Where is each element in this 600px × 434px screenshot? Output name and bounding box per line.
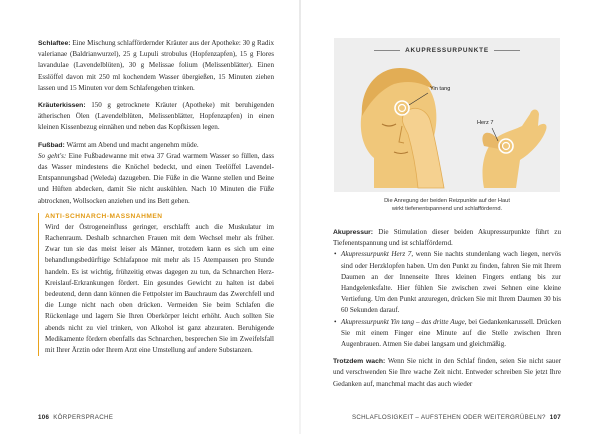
label-herz-7: Herz 7 xyxy=(477,120,494,126)
fussbad-text: Wärmt am Abend und macht angenehm müde. xyxy=(64,140,199,149)
footer-section-right: SCHLAFLOSIGKEIT – AUFSTEHEN ODER WEITERGRÜBELN? xyxy=(351,414,546,421)
footer-right xyxy=(352,414,561,421)
akupressur-label: Akupressur: xyxy=(333,229,374,236)
schlaftee-paragraph xyxy=(38,38,274,94)
bullet-herz-7 xyxy=(333,249,561,316)
trotzdem-text: Wenn Sie nicht in den Schlaf finden, seien Sie nicht sauer und verschwenden Sie Ihre wache Zeit nicht. Entweder schreiben Sie jetzt Ihre Gedanken auf, manchmal macht das auch wieder xyxy=(333,357,561,388)
akupressur-paragraph xyxy=(333,227,561,249)
bullet-yin-tang xyxy=(333,317,561,351)
bullet-herz-7-title: Akupressurpunkt Herz 7 xyxy=(341,250,412,259)
figure-caption xyxy=(333,197,561,213)
caption-line-2: wirkt tiefenentspannend und schlaffördernd. xyxy=(391,206,503,212)
box-title: ANTI-SCHNARCH-MASSNAHMEN xyxy=(45,212,163,220)
figure-title: AKUPRESSURPUNKTE xyxy=(334,47,560,54)
fussbad-paragraph xyxy=(38,140,274,151)
footer-left xyxy=(38,414,113,421)
fussbad-howto-label: So geht's: xyxy=(38,151,67,160)
kraeuterkissen-text: 150 g getrocknete Kräuter (Apotheke) mit beruhigenden ätherischen Ölen (Lavendelblüten, Melissenblätter, Hopfenzapfen) in einen kleinen Kissenbezug einnähen und neben das Kopfkissen legen. xyxy=(38,101,274,132)
page-gutter xyxy=(299,0,301,434)
page-number-left: 106 xyxy=(38,414,50,421)
right-page xyxy=(333,38,561,390)
label-yin-tang: Yin tang xyxy=(430,86,451,92)
fussbad-label: Fußbad: xyxy=(38,141,65,149)
kraeuterkissen-label: Kräuterkissen: xyxy=(38,102,86,110)
fussbad-howto-text: Eine Fußbadewanne mit etwa 37 Grad warmem Wasser so füllen, dass das Wasser mindestens die Knöchel bedeckt, und einen Teelöffel Lavendel-Entspannungsbad (Weleda) dazugeben. Die Füße in die Wanne stellen und Beine und Hüften abdecken, damit Sie nicht auskühlen. Nach 10 Minuten die Füße abtrocknen, Wollsocken anziehen und ins Bett gehen. xyxy=(38,151,274,205)
akupressur-text: Die Stimulation dieser beiden Akupressurpunkte führt zu Tiefenentspannung und ist schlaffördernd. xyxy=(333,228,561,248)
footer-section-left: KÖRPERSPRACHE xyxy=(53,414,114,421)
fussbad-howto-paragraph xyxy=(38,151,274,207)
kraeuterkissen-paragraph xyxy=(38,100,274,134)
schlaftee-text: Eine Mischung schlaffördernder Kräuter aus der Apotheke: 30 g Radix valerianae (Baldrianwurzel), 25 g Lupuli strobulus (Hopfenzapfen), 15 g Flores lavandulae (Lavendelblüten), 30 g Melissae folium (Melissenblätter). Einen Esslöffel davon mit 250 ml kochendem Wasser übergießen, 15 Minuten ziehen lassen und 15 Minuten vor dem Schlafengehen trinken. xyxy=(38,39,274,92)
trotzdem-paragraph xyxy=(333,356,561,390)
anti-schnarch-box xyxy=(38,213,274,356)
caption-line-1: Die Anregung der beiden Reizpunkte auf der Haut xyxy=(384,198,510,204)
bullet-herz-7-text: , wenn Sie nachts stundenlang wach liegen, nervös sind oder Herzklopfen haben. Um den Punkt zu finden, fahren Sie mit Ihrem Daumen an der Innenseite Ihres kleinen Fingers entlang bis zur Handgelenksfalte. Hier fühlen Sie zwischen zwei Sehnen eine kleine Vertiefung. Um den Punkt anzuregen, drücken Sie mit Ihrem Daumen 30 bis 60 Sekunden darauf. xyxy=(341,250,561,315)
page-number-right: 107 xyxy=(549,414,561,421)
left-page xyxy=(38,38,274,356)
bullet-yin-tang-text: , bei Gedankenkarussell. Drücken Sie mit einem Finger eine Minute auf die Stelle zwischen Ihren Augenbrauen. Atmen Sie dabei langsam und gleichmäßig. xyxy=(341,317,561,349)
box-text: Wird der Östrogeneinfluss geringer, erschlafft auch die Muskulatur im Rachenraum. Deshalb schnarchen Frauen mit dem Wechsel mehr als früher. Zwar tun sie das meist leiser als Männer, trotzdem kann es sich um eine behandlungsbedürftige Schlafapnoe mit mehr als 15 Atempausen pro Stunde handeln. Es ist wichtig, frühzeitig etwas dagegen zu tun, da Schnarchen Herz-Kreislauf-Erkrankungen fördert. Ein gesundes Gewicht zu halten ist dabei bedeutend, denn dann können die Fettpolster im Bauchraum das Zwerchfell und die Lunge nicht nach oben drücken. Vermeiden Sie beim Schlafen die Rückenlage und lagern Sie Ihren Oberkörper leicht erhöht. Auch sollten Sie abends nicht zu viel trinken, von Alkohol ist ganz abzuraten. Beruhigende Medikamente fördern ebenfalls das Schnarchen, besprechen Sie im Zweifelsfall mit Ihrer Ärztin oder Ihrem Arzt eine Umstellung auf andere Substanzen. xyxy=(45,222,274,355)
acupressure-illustration xyxy=(334,38,560,192)
trotzdem-label: Trotzdem wach: xyxy=(333,358,386,366)
bullet-yin-tang-title: Akupressurpunkt Yin tang – das dritte Auge xyxy=(341,317,465,326)
acupressure-figure xyxy=(334,38,560,192)
schlaftee-label: Schlaftee: xyxy=(38,40,71,47)
